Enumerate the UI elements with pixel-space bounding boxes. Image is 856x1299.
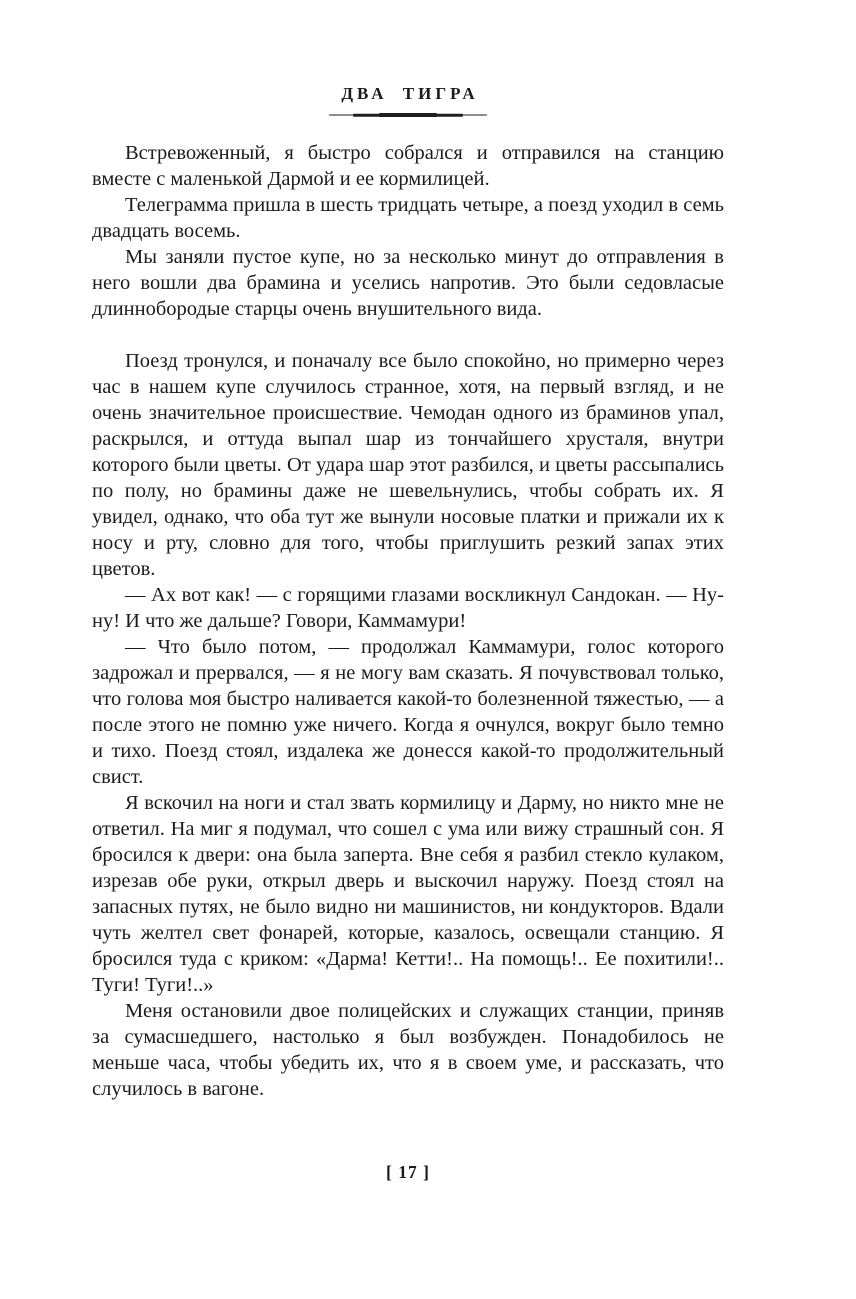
divider-thick-rule [379, 113, 437, 117]
page-footer [92, 1162, 724, 1183]
page-header [92, 84, 724, 118]
paragraph-1: Встревоженный, я быстро собрался и отправился на станцию вместе с маленькой Дармой и ее кормилицей. [92, 142, 724, 190]
paragraph-5: — Ах вот как! — с горящими глазами воскликнул Сандокан. — Ну-ну! И что же дальше? Говори, Каммамури! [92, 584, 724, 632]
paragraph-6: — Что было потом, — продолжал Каммамури, голос которого задрожал и прервался, — я не могу вам сказать. Я почувствовал только, что голова моя быстро наливается какой-то болезненной тяжестью, — а после этого не помню уже ничего. Когда я очнулся, вокруг было темно и тихо. Поезд стоял, издалека же донесся какой-то продолжительный свист. [92, 636, 724, 788]
paragraph-2: Телеграмма пришла в шесть тридцать четыре, а поезд уходил в семь двадцать восемь. [92, 194, 724, 242]
page-number: [ 17 ] [386, 1162, 430, 1182]
paragraph-4: Поезд тронулся, и поначалу все было спокойно, но примерно через час в нашем купе случилось странное, хотя, на первый взгляд, и не очень значительное происшествие. Чемодан одного из браминов упал, раскрылся, и оттуда выпал шар из тончайшего хрусталя, внутри которого были цветы. От удара шар этот разбился, и цветы рассыпались по полу, но брамины даже не шевельнулись, чтобы собрать их. Я увидел, однако, что оба тут же вынули носовые платки и прижали их к носу и рту, словно для того, чтобы приглушить резкий запах этих цветов. [92, 350, 724, 580]
paragraph-7: Я вскочил на ноги и стал звать кормилицу и Дарму, но никто мне не ответил. На миг я подумал, что сошел с ума или вижу страшный сон. Я бросился к двери: она была заперта. Вне себя я разбил стекло кулаком, изрезав обе руки, открыл дверь и выскочил наружу. Поезд стоял на запасных путях, не было видно ни машинистов, ни кондукторов. Вдали чуть желтел свет фонарей, которые, казалось, освещали станцию. Я бросился туда с криком: «Дарма! Кетти!.. На помощь!.. Ее похитили!.. Туги! Туги!..» [92, 792, 724, 996]
chapter-title: ДВА ТИГРА [341, 84, 479, 103]
paragraph-3: Мы заняли пустое купе, но за несколько минут до отправления в него вошли два брамина и уселись напротив. Это были седовласые длиннобородые старцы очень внушительного вида. [92, 246, 724, 320]
header-divider [92, 112, 724, 118]
paragraph-8: Меня остановили двое полицейских и служащих станции, приняв за сумасшедшего, настолько я был возбужден. Понадобилось не меньше часа, чтобы убедить их, что я в своем уме, и рассказать, что случилось в вагоне. [92, 1000, 724, 1100]
page-text-block [92, 140, 724, 1102]
